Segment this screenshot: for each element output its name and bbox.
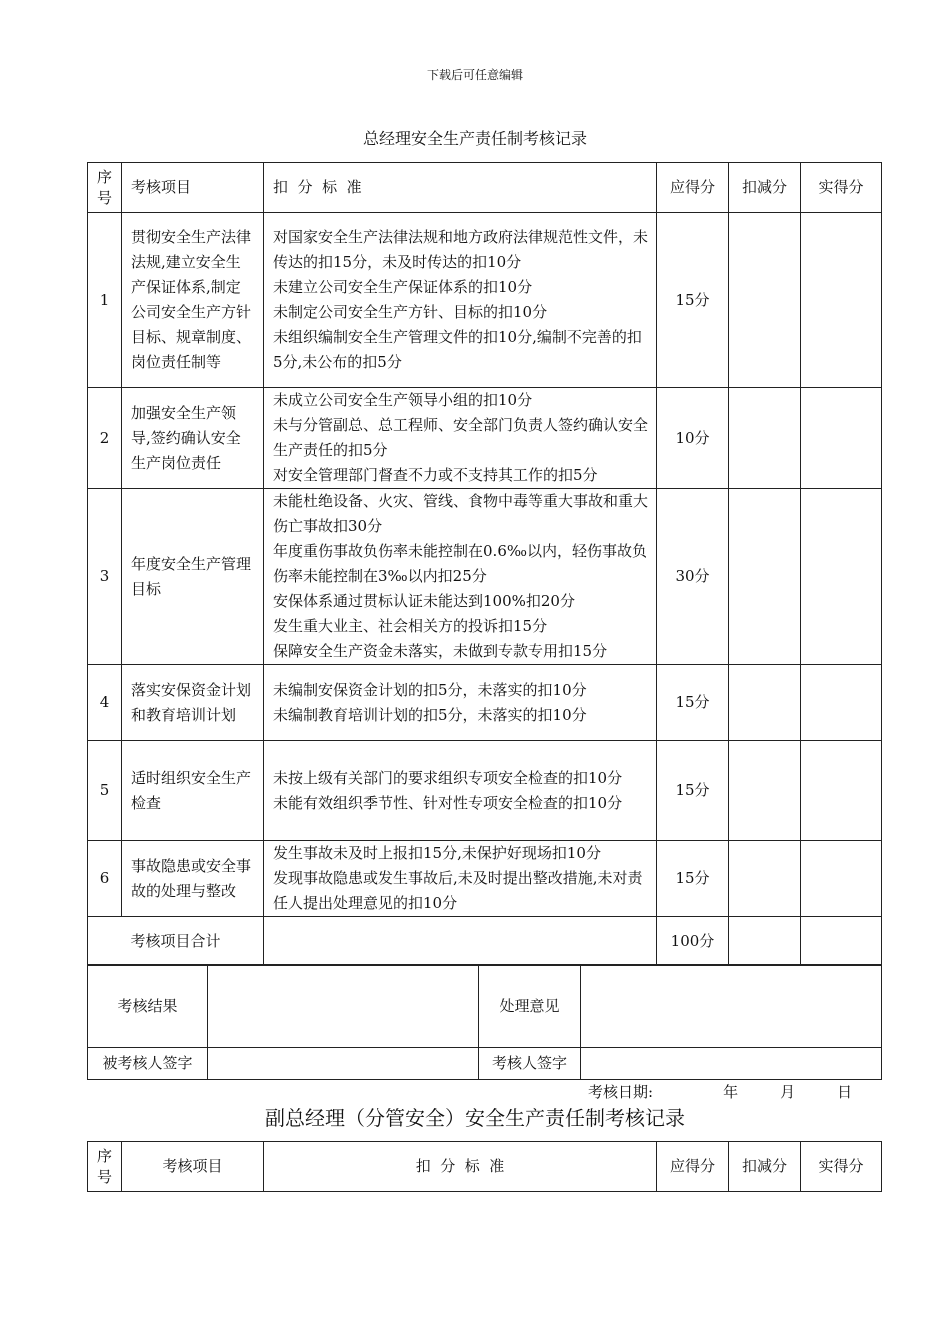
row-criteria — [264, 841, 657, 917]
row-deduct-cell[interactable] — [729, 741, 801, 841]
date-year: 年 — [723, 1083, 739, 1101]
table-row — [88, 741, 882, 841]
download-note: 下载后可任意编辑 — [426, 68, 523, 82]
examiner-sign-field[interactable] — [581, 1048, 882, 1080]
header-item: 考核项目 — [122, 163, 264, 213]
table-row — [88, 213, 882, 388]
row-actual-cell[interactable] — [801, 841, 882, 917]
row-deduct-cell[interactable] — [729, 841, 801, 917]
criteria-line: 未建立公司安全生产保证体系的扣10分 — [273, 278, 533, 296]
row-deduct-cell[interactable] — [729, 213, 801, 388]
criteria-line: 未成立公司安全生产领导小组的扣10分 — [273, 391, 533, 409]
criteria-line: 未组织编制安全生产管理文件的扣10分,编制不完善的扣5分,未公布的扣5分 — [273, 328, 642, 371]
row-no: 2 — [88, 388, 122, 489]
row-item: 落实安保资金计划和教育培训计划 — [122, 665, 264, 741]
table-row — [88, 388, 882, 489]
total-actual-cell[interactable] — [801, 917, 882, 966]
opinion-label: 处理意见 — [479, 965, 581, 1048]
header-criteria: 扣 分 标 准 — [264, 163, 657, 213]
row-item: 事故隐患或安全事故的处理与整改 — [122, 841, 264, 917]
criteria-line: 未制定公司安全生产方针、目标的扣10分 — [273, 303, 548, 321]
row-score: 30分 — [657, 489, 729, 665]
row-score: 15分 — [657, 841, 729, 917]
row-actual-cell[interactable] — [801, 741, 882, 841]
row-item: 年度安全生产管理目标 — [122, 489, 264, 665]
criteria-line: 保障安全生产资金未落实，未做到专款专用扣15分 — [273, 642, 608, 660]
total-row — [88, 917, 882, 966]
total-label: 考核项目合计 — [88, 917, 264, 966]
row-item: 加强安全生产领导,签约确认安全生产岗位责任 — [122, 388, 264, 489]
header-deduct: 扣减分 — [729, 1142, 801, 1192]
criteria-line: 未能有效组织季节性、针对性专项安全检查的扣10分 — [273, 793, 623, 812]
examinee-sign-label: 被考核人签字 — [88, 1048, 208, 1080]
table-row — [88, 665, 882, 741]
row-no: 3 — [88, 489, 122, 665]
criteria-line: 未能杜绝设备、火灾、管线、食物中毒等重大事故和重大伤亡事故扣30分 — [273, 492, 649, 535]
row-score: 10分 — [657, 388, 729, 489]
row-deduct-cell[interactable] — [729, 489, 801, 665]
row-actual-cell[interactable] — [801, 665, 882, 741]
row-item: 贯彻安全生产法律法规,建立安全生产保证体系,制定公司安全生产方针目标、规章制度、岗位责任制等 — [122, 213, 264, 388]
row-actual-cell[interactable] — [801, 388, 882, 489]
second-assessment-table — [87, 1141, 882, 1192]
row-item: 适时组织安全生产检查 — [122, 741, 264, 841]
row-criteria — [264, 213, 657, 388]
date-label: 考核日期: — [588, 1083, 654, 1101]
criteria-line: 安保体系通过贯标认证未能达到100%扣20分 — [273, 592, 575, 610]
result-field[interactable] — [208, 965, 479, 1048]
total-criteria-cell — [264, 917, 657, 966]
criteria-line: 未与分管副总、总工程师、安全部门负责人签约确认安全生产责任的扣5分 — [273, 416, 649, 459]
header-no: 序号 — [88, 1142, 122, 1192]
table-row — [88, 489, 882, 665]
row-deduct-cell[interactable] — [729, 665, 801, 741]
examiner-sign-label: 考核人签字 — [479, 1048, 581, 1080]
row-score: 15分 — [657, 213, 729, 388]
row-no: 1 — [88, 213, 122, 388]
header-deduct: 扣减分 — [729, 163, 801, 213]
second-title: 副总经理（分管安全）安全生产责任制考核记录 — [265, 1106, 685, 1130]
row-criteria — [264, 489, 657, 665]
header-item: 考核项目 — [122, 1142, 264, 1192]
row-score: 15分 — [657, 665, 729, 741]
criteria-line: 未编制安保资金计划的扣5分，未落实的扣10分 — [273, 680, 587, 699]
header-criteria: 扣 分 标 准 — [264, 1142, 657, 1192]
examinee-sign-field[interactable] — [208, 1048, 479, 1080]
result-row — [88, 965, 882, 1048]
total-deduct-cell[interactable] — [729, 917, 801, 966]
criteria-line: 发现事故隐患或发生事故后,未及时提出整改措施,未对责任人提出处理意见的扣10分 — [273, 869, 643, 912]
header-due: 应得分 — [657, 1142, 729, 1192]
page-title: 总经理安全生产责任制考核记录 — [362, 129, 587, 148]
criteria-line: 未按上级有关部门的要求组织专项安全检查的扣10分 — [273, 768, 623, 787]
row-actual-cell[interactable] — [801, 213, 882, 388]
row-no: 6 — [88, 841, 122, 917]
criteria-line: 对国家安全生产法律法规和地方政府法律规范性文件，未传达的扣15分，未及时传达的扣10分 — [273, 228, 649, 271]
row-no: 5 — [88, 741, 122, 841]
row-criteria — [264, 741, 657, 841]
date-month: 月 — [780, 1083, 796, 1101]
row-score: 15分 — [657, 741, 729, 841]
assessment-table — [87, 162, 882, 966]
criteria-line: 发生重大业主、社会相关方的投诉扣15分 — [273, 617, 548, 635]
criteria-line: 年度重伤事故负伤率未能控制在0.6‰以内，轻伤事故负伤率未能控制在3‰以内扣25分 — [273, 542, 647, 585]
header-due: 应得分 — [657, 163, 729, 213]
criteria-line: 发生事故未及时上报扣15分,未保护好现场扣10分 — [273, 844, 601, 862]
row-deduct-cell[interactable] — [729, 388, 801, 489]
row-criteria — [264, 388, 657, 489]
signature-row — [88, 1048, 882, 1080]
assessment-date — [588, 1081, 852, 1102]
result-label: 考核结果 — [88, 965, 208, 1048]
result-table — [87, 964, 882, 1080]
row-criteria — [264, 665, 657, 741]
table-header-row — [88, 1142, 882, 1192]
total-score: 100分 — [657, 917, 729, 966]
header-actual: 实得分 — [801, 1142, 882, 1192]
row-actual-cell[interactable] — [801, 489, 882, 665]
opinion-field[interactable] — [581, 965, 882, 1048]
criteria-line: 未编制教育培训计划的扣5分，未落实的扣10分 — [273, 705, 587, 724]
header-no: 序号 — [88, 163, 122, 213]
table-row — [88, 841, 882, 917]
table-header-row — [88, 163, 882, 213]
date-day: 日 — [837, 1083, 853, 1101]
header-actual: 实得分 — [801, 163, 882, 213]
criteria-line: 对安全管理部门督查不力或不支持其工作的扣5分 — [273, 466, 598, 484]
row-no: 4 — [88, 665, 122, 741]
